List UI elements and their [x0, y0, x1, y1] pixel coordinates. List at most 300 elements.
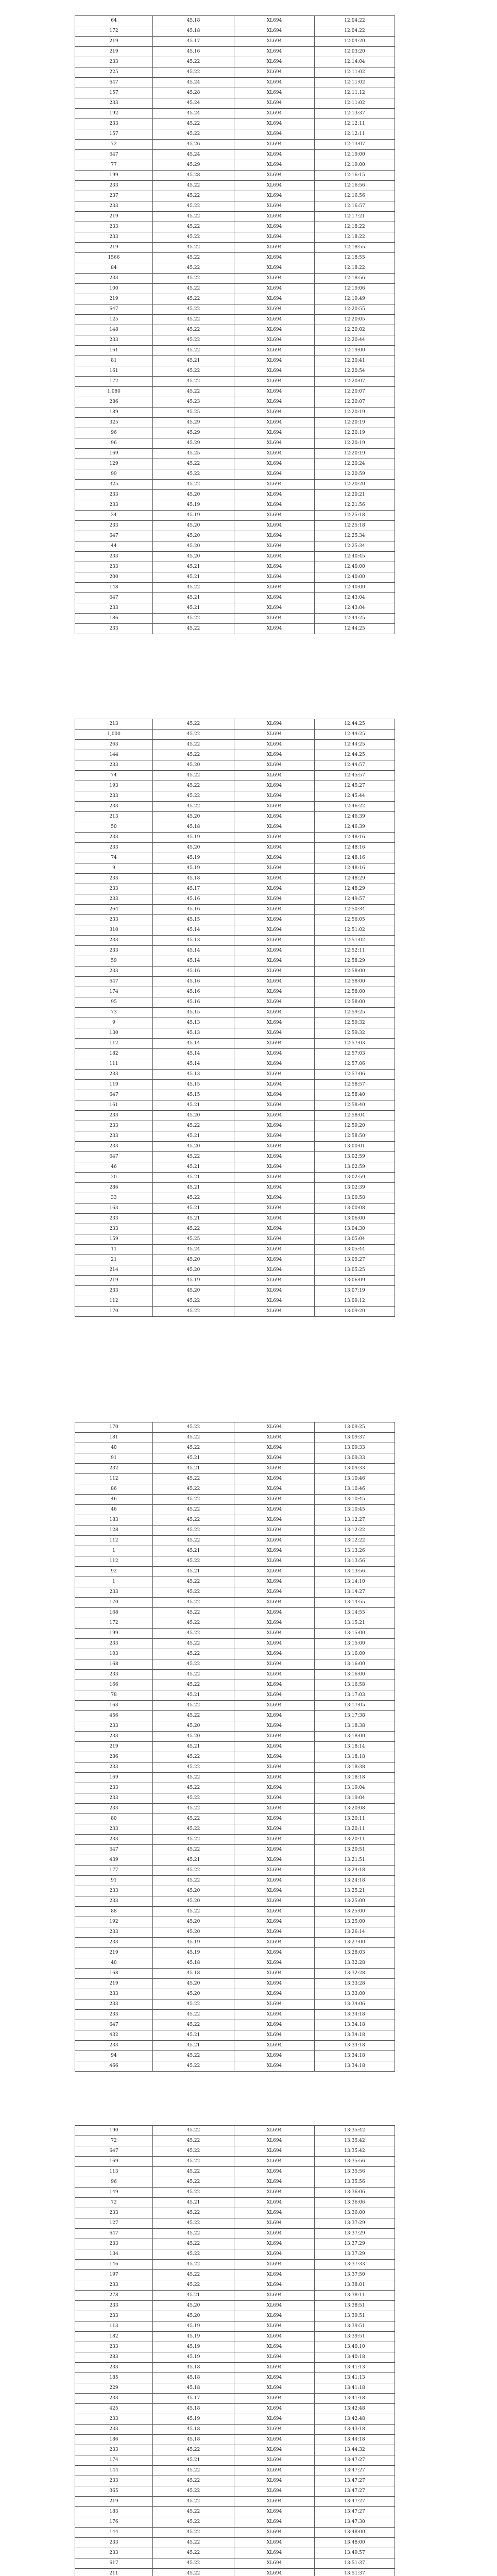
code-cell: XL694: [234, 2030, 315, 2041]
price-cell: 45.15: [153, 1008, 234, 1018]
table-row: [75, 2383, 395, 2394]
quantity-cell: 1,080: [75, 387, 153, 397]
price-cell: 45.24: [153, 109, 234, 119]
quantity-cell: 233: [75, 1111, 153, 1121]
price-cell: 45.22: [153, 2280, 234, 2291]
time-cell: 13:44:18: [315, 2435, 395, 2445]
price-cell: 45.22: [153, 2497, 234, 2507]
time-cell: 12:58:00: [315, 967, 395, 977]
quantity-cell: 233: [75, 2425, 153, 2435]
price-cell: 45.21: [153, 2041, 234, 2051]
time-cell: 13:33:28: [315, 1979, 395, 1989]
time-cell: 13:41:13: [315, 2373, 395, 2383]
price-cell: 45.15: [153, 915, 234, 925]
price-cell: 45.22: [153, 222, 234, 232]
table-row: [75, 552, 395, 562]
code-cell: XL694: [234, 2486, 315, 2497]
price-cell: 45.22: [153, 2167, 234, 2177]
time-cell: 13:36:00: [315, 2208, 395, 2218]
quantity-cell: 233: [75, 1999, 153, 2010]
time-cell: 12:20:07: [315, 387, 395, 397]
time-cell: 12:44:25: [315, 719, 395, 730]
time-cell: 13:17:03: [315, 1690, 395, 1701]
price-cell: 45.22: [153, 2239, 234, 2249]
time-cell: 13:37:50: [315, 2270, 395, 2280]
quantity-cell: 233: [75, 222, 153, 232]
time-cell: 13:05:04: [315, 1234, 395, 1245]
table-row: [75, 2558, 395, 2569]
price-cell: 45.17: [153, 2394, 234, 2404]
table-row: [75, 572, 395, 583]
code-cell: XL694: [234, 2394, 315, 2404]
table-row: [75, 2414, 395, 2425]
code-cell: XL694: [234, 760, 315, 771]
time-cell: 13:00:08: [315, 1204, 395, 1214]
table-row: [75, 1814, 395, 1824]
price-cell: 45.22: [153, 2466, 234, 2476]
quantity-cell: 219: [75, 294, 153, 304]
price-cell: 45.22: [153, 2051, 234, 2061]
time-cell: 13:34:06: [315, 1999, 395, 2010]
quantity-cell: 21: [75, 1255, 153, 1265]
price-cell: 45.21: [153, 572, 234, 583]
code-cell: XL694: [234, 1121, 315, 1131]
code-cell: XL694: [234, 2569, 315, 2576]
time-cell: 12:20:05: [315, 315, 395, 325]
table-row: [75, 1701, 395, 1711]
code-cell: XL694: [234, 1245, 315, 1255]
price-cell: 45.22: [153, 212, 234, 222]
time-cell: 13:18:38: [315, 1721, 395, 1732]
quantity-cell: 233: [75, 874, 153, 884]
time-cell: 12:18:56: [315, 274, 395, 284]
time-cell: 12:43:04: [315, 603, 395, 614]
time-cell: 13:24:18: [315, 1866, 395, 1876]
code-cell: XL694: [234, 377, 315, 387]
quantity-cell: 46: [75, 1495, 153, 1505]
time-cell: 13:41:18: [315, 2383, 395, 2394]
quantity-cell: 186: [75, 2435, 153, 2445]
code-cell: XL694: [234, 2455, 315, 2466]
quantity-cell: 174: [75, 2455, 153, 2466]
quantity-cell: 46: [75, 1505, 153, 1515]
table-row: [75, 1938, 395, 1948]
price-cell: 45.22: [153, 750, 234, 760]
table-row: [75, 2352, 395, 2363]
table-row: [75, 1649, 395, 1659]
table-row: [75, 2569, 395, 2576]
code-cell: XL694: [234, 2507, 315, 2517]
code-cell: XL694: [234, 2260, 315, 2270]
quantity-cell: 182: [75, 1049, 153, 1059]
time-cell: 13:13:56: [315, 1556, 395, 1567]
table-row: [75, 2404, 395, 2414]
time-cell: 13:21:51: [315, 1855, 395, 1866]
price-cell: 45.19: [153, 500, 234, 511]
quantity-cell: 125: [75, 315, 153, 325]
code-cell: XL694: [234, 1028, 315, 1039]
price-cell: 45.13: [153, 1070, 234, 1080]
quantity-cell: 96: [75, 438, 153, 449]
code-cell: XL694: [234, 987, 315, 997]
quantity-cell: 233: [75, 760, 153, 771]
table-row: [75, 925, 395, 936]
table-row: [75, 1732, 395, 1742]
price-cell: 45.22: [153, 1296, 234, 1307]
table-row: [75, 1989, 395, 1999]
table-row: [75, 2136, 395, 2146]
quantity-cell: 77: [75, 160, 153, 171]
time-cell: 12:19:06: [315, 284, 395, 294]
page-1: [75, 15, 392, 634]
table-row: [75, 1762, 395, 1773]
quantity-cell: 219: [75, 37, 153, 47]
time-cell: 12:04:22: [315, 26, 395, 37]
table-row: [75, 1577, 395, 1587]
time-cell: 13:47:27: [315, 2507, 395, 2517]
code-cell: XL694: [234, 304, 315, 315]
time-cell: 13:00:58: [315, 1193, 395, 1204]
time-cell: 13:16:58: [315, 1680, 395, 1690]
code-cell: XL694: [234, 884, 315, 894]
table-row: [75, 614, 395, 624]
time-cell: 13:04:30: [315, 1224, 395, 1234]
table-row: [75, 1090, 395, 1100]
table-row: [75, 1464, 395, 1474]
quantity-cell: 99: [75, 469, 153, 480]
time-cell: 13:38:51: [315, 2301, 395, 2311]
price-cell: 45.16: [153, 977, 234, 987]
price-cell: 45.23: [153, 397, 234, 408]
time-cell: 13:12:22: [315, 1536, 395, 1546]
price-cell: 45.21: [153, 2455, 234, 2466]
table-row: [75, 2332, 395, 2342]
time-cell: 12:14:04: [315, 57, 395, 67]
time-cell: 12:11:12: [315, 88, 395, 98]
price-cell: 45.21: [153, 1546, 234, 1556]
price-cell: 45.18: [153, 2425, 234, 2435]
table-row: [75, 181, 395, 191]
code-cell: XL694: [234, 387, 315, 397]
quantity-cell: 100: [75, 284, 153, 294]
time-cell: 13:25:00: [315, 1917, 395, 1927]
table-row: [75, 377, 395, 387]
time-cell: 13:15:21: [315, 1618, 395, 1629]
table-row: [75, 1670, 395, 1680]
code-cell: XL694: [234, 552, 315, 562]
code-cell: XL694: [234, 1608, 315, 1618]
time-cell: 12:04:20: [315, 37, 395, 47]
quantity-cell: 169: [75, 449, 153, 459]
quantity-cell: 161: [75, 1100, 153, 1111]
quantity-cell: 78: [75, 1690, 153, 1701]
price-cell: 45.22: [153, 583, 234, 593]
time-cell: 13:12:22: [315, 1526, 395, 1536]
table-row: [75, 2177, 395, 2188]
price-cell: 45.22: [153, 2445, 234, 2455]
price-cell: 45.22: [153, 1556, 234, 1567]
code-cell: XL694: [234, 1969, 315, 1979]
table-row: [75, 1296, 395, 1307]
price-cell: 45.22: [153, 2146, 234, 2157]
time-cell: 12:57:03: [315, 1039, 395, 1049]
table-row: [75, 781, 395, 791]
quantity-cell: 286: [75, 397, 153, 408]
table-row: [75, 47, 395, 57]
table-row: [75, 1876, 395, 1886]
code-cell: XL694: [234, 1927, 315, 1938]
time-cell: 12:20:07: [315, 397, 395, 408]
quantity-cell: 64: [75, 16, 153, 26]
table-row: [75, 2321, 395, 2332]
price-cell: 45.22: [153, 2061, 234, 2072]
quantity-cell: 163: [75, 1204, 153, 1214]
time-cell: 12:12:11: [315, 129, 395, 140]
code-cell: XL694: [234, 1495, 315, 1505]
price-cell: 45.22: [153, 1307, 234, 1317]
price-cell: 45.22: [153, 2126, 234, 2136]
table-row: [75, 1546, 395, 1556]
trade-table-1: [75, 15, 395, 634]
quantity-cell: 95: [75, 997, 153, 1008]
price-cell: 45.21: [153, 593, 234, 603]
price-cell: 45.17: [153, 37, 234, 47]
quantity-cell: 112: [75, 1296, 153, 1307]
trade-table-3: [75, 1422, 395, 2072]
code-cell: XL694: [234, 967, 315, 977]
quantity-cell: 233: [75, 1121, 153, 1131]
table-row: [75, 480, 395, 490]
time-cell: 13:05:25: [315, 1265, 395, 1276]
price-cell: 45.22: [153, 1876, 234, 1886]
table-row: [75, 822, 395, 833]
price-cell: 45.22: [153, 1484, 234, 1495]
table-row: [75, 603, 395, 614]
price-cell: 45.22: [153, 274, 234, 284]
time-cell: 13:47:27: [315, 2476, 395, 2486]
code-cell: XL694: [234, 521, 315, 531]
price-cell: 45.16: [153, 967, 234, 977]
price-cell: 45.22: [153, 1835, 234, 1845]
time-cell: 12:25:18: [315, 521, 395, 531]
price-cell: 45.25: [153, 408, 234, 418]
table-row: [75, 1255, 395, 1265]
code-cell: XL694: [234, 1866, 315, 1876]
price-cell: 45.22: [153, 1814, 234, 1824]
quantity-cell: 233: [75, 894, 153, 905]
time-cell: 12:46:39: [315, 822, 395, 833]
quantity-cell: 169: [75, 2157, 153, 2167]
quantity-cell: 647: [75, 1090, 153, 1100]
table-row: [75, 833, 395, 843]
quantity-cell: 91: [75, 1876, 153, 1886]
quantity-cell: 647: [75, 2229, 153, 2239]
table-row: [75, 1958, 395, 1969]
price-cell: 45.22: [153, 1121, 234, 1131]
price-cell: 45.21: [153, 1131, 234, 1142]
table-row: [75, 1618, 395, 1629]
code-cell: XL694: [234, 263, 315, 274]
price-cell: 45.22: [153, 1659, 234, 1670]
code-cell: XL694: [234, 315, 315, 325]
price-cell: 45.22: [153, 624, 234, 634]
table-row: [75, 1121, 395, 1131]
code-cell: XL694: [234, 1422, 315, 1433]
code-cell: XL694: [234, 2010, 315, 2020]
quantity-cell: 40: [75, 1958, 153, 1969]
time-cell: 12:18:55: [315, 253, 395, 263]
price-cell: 45.22: [153, 1608, 234, 1618]
code-cell: XL694: [234, 459, 315, 469]
table-row: [75, 212, 395, 222]
table-row: [75, 967, 395, 977]
time-cell: 12:59:32: [315, 1018, 395, 1028]
code-cell: XL694: [234, 2558, 315, 2569]
quantity-cell: 229: [75, 2383, 153, 2394]
table-row: [75, 232, 395, 243]
price-cell: 45.22: [153, 1866, 234, 1876]
table-row: [75, 730, 395, 740]
table-row: [75, 1422, 395, 1433]
table-row: [75, 2030, 395, 2041]
code-cell: XL694: [234, 1567, 315, 1577]
code-cell: XL694: [234, 129, 315, 140]
code-cell: XL694: [234, 531, 315, 541]
code-cell: XL694: [234, 1049, 315, 1059]
price-cell: 45.22: [153, 1783, 234, 1793]
code-cell: XL694: [234, 119, 315, 129]
code-cell: XL694: [234, 894, 315, 905]
table-row: [75, 2229, 395, 2239]
price-cell: 45.22: [153, 1505, 234, 1515]
quantity-cell: 425: [75, 2404, 153, 2414]
code-cell: XL694: [234, 1896, 315, 1907]
time-cell: 12:21:56: [315, 500, 395, 511]
time-cell: 13:18:38: [315, 1762, 395, 1773]
price-cell: 45.22: [153, 2270, 234, 2280]
code-cell: XL694: [234, 480, 315, 490]
table-row: [75, 719, 395, 730]
quantity-cell: 157: [75, 88, 153, 98]
code-cell: XL694: [234, 541, 315, 552]
table-row: [75, 1598, 395, 1608]
quantity-cell: 44: [75, 541, 153, 552]
table-row: [75, 2146, 395, 2157]
quantity-cell: 233: [75, 915, 153, 925]
table-row: [75, 2061, 395, 2072]
time-cell: 12:18:22: [315, 222, 395, 232]
code-cell: XL694: [234, 2291, 315, 2301]
table-row: [75, 936, 395, 946]
quantity-cell: 197: [75, 2270, 153, 2280]
price-cell: 45.22: [153, 469, 234, 480]
quantity-cell: 170: [75, 1307, 153, 1317]
code-cell: XL694: [234, 2517, 315, 2528]
price-cell: 45.22: [153, 2548, 234, 2558]
table-row: [75, 1049, 395, 1059]
table-row: [75, 624, 395, 634]
table-row: [75, 2538, 395, 2548]
code-cell: XL694: [234, 1773, 315, 1783]
price-cell: 45.19: [153, 2342, 234, 2352]
time-cell: 13:05:44: [315, 1245, 395, 1255]
quantity-cell: 112: [75, 1474, 153, 1484]
quantity-cell: 233: [75, 562, 153, 572]
table-row: [75, 1080, 395, 1090]
quantity-cell: 466: [75, 2061, 153, 2072]
price-cell: 45.22: [153, 263, 234, 274]
quantity-cell: 170: [75, 1598, 153, 1608]
price-cell: 45.22: [153, 377, 234, 387]
code-cell: XL694: [234, 1224, 315, 1234]
time-cell: 12:44:57: [315, 760, 395, 771]
time-cell: 13:13:56: [315, 1567, 395, 1577]
price-cell: 45.22: [153, 1773, 234, 1783]
table-row: [75, 1824, 395, 1835]
quantity-cell: 233: [75, 2363, 153, 2373]
time-cell: 12:20:20: [315, 480, 395, 490]
price-cell: 45.22: [153, 459, 234, 469]
code-cell: XL694: [234, 2157, 315, 2167]
quantity-cell: 233: [75, 181, 153, 191]
price-cell: 45.19: [153, 2352, 234, 2363]
table-row: [75, 1927, 395, 1938]
quantity-cell: 233: [75, 274, 153, 284]
code-cell: XL694: [234, 1845, 315, 1855]
price-cell: 45.22: [153, 253, 234, 263]
quantity-cell: 174: [75, 987, 153, 997]
table-row: [75, 1835, 395, 1845]
price-cell: 45.19: [153, 1276, 234, 1286]
time-cell: 13:13:26: [315, 1546, 395, 1556]
table-row: [75, 1969, 395, 1979]
quantity-cell: 176: [75, 2517, 153, 2528]
table-row: [75, 1059, 395, 1070]
quantity-cell: 365: [75, 2486, 153, 2497]
time-cell: 13:38:01: [315, 2280, 395, 2291]
code-cell: XL694: [234, 1556, 315, 1567]
price-cell: 45.22: [153, 1224, 234, 1234]
code-cell: XL694: [234, 1484, 315, 1495]
quantity-cell: 9: [75, 863, 153, 874]
quantity-cell: 112: [75, 1536, 153, 1546]
time-cell: 13:33:00: [315, 1989, 395, 1999]
price-cell: 45.14: [153, 1049, 234, 1059]
price-cell: 45.22: [153, 2157, 234, 2167]
trade-table-2: [75, 719, 395, 1317]
quantity-cell: 233: [75, 521, 153, 531]
time-cell: 13:17:38: [315, 1711, 395, 1721]
time-cell: 13:14:10: [315, 1577, 395, 1587]
table-row: [75, 905, 395, 915]
code-cell: XL694: [234, 2373, 315, 2383]
price-cell: 45.20: [153, 1265, 234, 1276]
code-cell: XL694: [234, 1824, 315, 1835]
price-cell: 45.22: [153, 1598, 234, 1608]
price-cell: 45.20: [153, 1886, 234, 1896]
price-cell: 45.22: [153, 325, 234, 335]
table-row: [75, 1234, 395, 1245]
quantity-cell: 647: [75, 531, 153, 541]
code-cell: XL694: [234, 191, 315, 201]
quantity-cell: 9: [75, 1018, 153, 1028]
table-row: [75, 1680, 395, 1690]
quantity-cell: 172: [75, 1618, 153, 1629]
code-cell: XL694: [234, 2538, 315, 2548]
time-cell: 12:16:57: [315, 201, 395, 212]
code-cell: XL694: [234, 2051, 315, 2061]
table-row: [75, 541, 395, 552]
